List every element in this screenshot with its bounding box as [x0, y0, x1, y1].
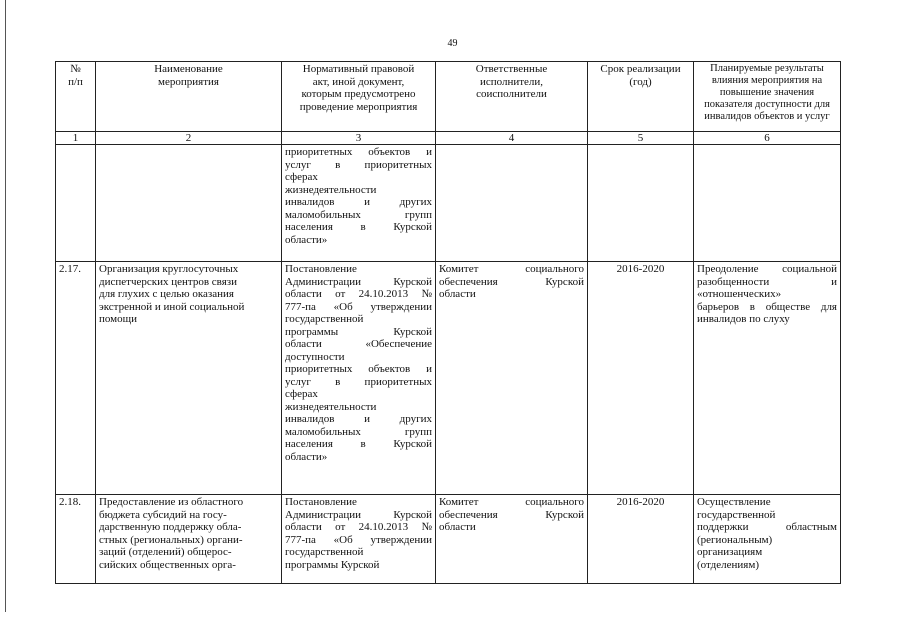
text-line: Предоставление из областного: [99, 496, 244, 508]
table-row: [56, 145, 841, 262]
header-line: (год): [629, 75, 652, 88]
header-line: показателя доступности для: [704, 99, 830, 110]
planned-results: [694, 262, 841, 495]
column-number: 4: [436, 132, 588, 145]
header-line: акт, иной документ,: [312, 75, 405, 88]
header-cell: [282, 62, 436, 132]
scan-edge-line: [5, 0, 6, 612]
header-line: мероприятия: [158, 75, 219, 88]
header-line: Срок реализации: [600, 63, 681, 75]
header-line: исполнители,: [479, 75, 544, 88]
legal-act: [282, 262, 436, 495]
text-line: населения в Курской: [285, 438, 432, 450]
text-line: области: [439, 288, 476, 300]
text-line: области: [439, 521, 476, 533]
table-row: [56, 495, 841, 584]
text-line: барьеров в обществе для: [697, 300, 837, 313]
row-number: 2.18.: [56, 495, 96, 584]
text-line: жизнедеятельности: [285, 183, 377, 196]
text-line: области»: [285, 233, 328, 246]
measure-name: [96, 262, 282, 495]
text-line: маломобильных групп: [285, 425, 432, 438]
text-line: «отношенческих»: [697, 288, 782, 300]
header-cell: [694, 62, 841, 132]
text-line: 777-па «Об утверждении: [285, 533, 432, 546]
header-line: повышение значения: [719, 87, 815, 98]
text-line: государственной: [285, 313, 364, 325]
text-line: (региональным): [697, 533, 773, 546]
text-line: Осуществление: [697, 496, 771, 508]
header-cell: [96, 62, 282, 132]
text-line: сийских общественных орга-: [99, 558, 236, 571]
text-line: программы Курской: [285, 325, 432, 338]
text-line: услуг в приоритетных: [285, 158, 432, 171]
text-line: Администрации Курской: [285, 275, 432, 288]
text-line: программы Курской: [285, 558, 380, 571]
column-number: 5: [588, 132, 694, 145]
column-number: 1: [56, 132, 96, 145]
period: 2016-2020: [588, 262, 694, 495]
page-number: 49: [447, 38, 458, 49]
text-line: разобщенности и: [697, 275, 837, 288]
text-line: обеспечения Курской: [439, 275, 584, 288]
executors: [436, 262, 588, 495]
text-line: государственной: [285, 546, 364, 558]
text-line: области от 24.10.2013 №: [285, 288, 432, 300]
column-number-row: [56, 132, 841, 145]
header-line: влияния мероприятия на: [711, 75, 823, 86]
legal-act: [282, 495, 436, 584]
header-line: Наименование: [154, 63, 223, 75]
text-line: государственной: [697, 508, 776, 521]
header-row: [56, 62, 841, 132]
text-line: Администрации Курской: [285, 508, 432, 521]
header-line: соисполнители: [476, 88, 547, 100]
row-number: 2.17.: [56, 262, 96, 495]
text-line: Постановление: [285, 496, 357, 508]
text-line: маломобильных групп: [285, 208, 432, 221]
text-line: приоритетных объектов и: [285, 363, 432, 375]
text-line: доступности: [285, 350, 345, 363]
measure-name: [96, 495, 282, 584]
text-line: Преодоление социальной: [697, 263, 837, 275]
text-line: области «Обеспечение: [285, 338, 432, 350]
text-line: сферах: [285, 171, 318, 183]
text-line: инвалидов по слуху: [697, 313, 790, 325]
text-line: инвалидов и других: [285, 413, 432, 425]
header-line: которым предусмотрено: [301, 88, 416, 100]
header-line: Нормативный правовой: [302, 63, 415, 75]
header-line: Ответственные: [475, 63, 548, 75]
column-number: 2: [96, 132, 282, 145]
column-number: 3: [282, 132, 436, 145]
text-line: обеспечения Курской: [439, 508, 584, 521]
text-line: помощи: [99, 313, 137, 325]
text-line: поддержки областным: [697, 521, 837, 533]
table-row: [56, 262, 841, 495]
text-line: сферах: [285, 388, 318, 400]
text-line: 777-па «Об утверждении: [285, 300, 432, 313]
header-cell: [436, 62, 588, 132]
text-line: Комитет социального: [439, 496, 584, 508]
planned-results: [694, 495, 841, 584]
row-number: [56, 145, 96, 262]
header-line: №: [70, 63, 81, 75]
text-line: населения в Курской: [285, 221, 432, 233]
header-cell: [56, 62, 96, 132]
header-line: Планируемые результаты: [710, 63, 824, 74]
text-line: организациям: [697, 546, 763, 558]
text-line: жизнедеятельности: [285, 400, 377, 413]
column-number: 6: [694, 132, 841, 145]
text-line: дарственную поддержку обла-: [99, 521, 242, 533]
header-cell: [588, 62, 694, 132]
text-line: области»: [285, 450, 328, 463]
text-line: Постановление: [285, 263, 357, 275]
executors: [436, 145, 588, 262]
text-line: экстренной и иной социальной: [99, 300, 245, 313]
text-line: Комитет социального: [439, 263, 584, 275]
text-line: бюджета субсидий на госу-: [99, 508, 227, 521]
header-line: инвалидов объектов и услуг: [704, 111, 830, 122]
text-line: для глухих с целью оказания: [99, 288, 234, 300]
executors: [436, 495, 588, 584]
text-line: диспетчерских центров связи: [99, 275, 237, 288]
text-line: (отделениям): [697, 558, 759, 571]
text-line: услуг в приоритетных: [285, 375, 432, 388]
text-line: Организация круглосуточных: [99, 263, 239, 275]
header-line: проведение мероприятия: [299, 100, 418, 113]
legal-act: [282, 145, 436, 262]
planned-results: [694, 145, 841, 262]
measures-table: [55, 61, 841, 584]
text-line: инвалидов и других: [285, 196, 432, 208]
period: [588, 145, 694, 262]
period: 2016-2020: [588, 495, 694, 584]
text-line: области от 24.10.2013 №: [285, 521, 432, 533]
text-line: заций (отделений) общерос-: [99, 546, 232, 558]
text-line: стных (региональных) органи-: [99, 533, 243, 546]
header-line: п/п: [68, 75, 83, 88]
text-line: приоритетных объектов и: [285, 146, 432, 158]
measure-name: [96, 145, 282, 262]
